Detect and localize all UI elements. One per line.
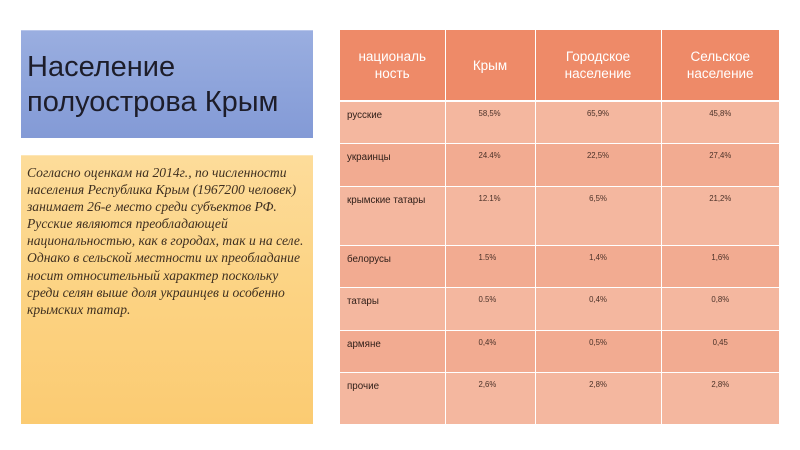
header-urban: Городское население	[535, 30, 661, 101]
header-rural: Сельское население	[661, 30, 779, 101]
cell-rural: 27,4%	[661, 143, 779, 186]
cell-urban: 65,9%	[535, 101, 661, 143]
cell-urban: 22,5%	[535, 143, 661, 186]
page-title-line-1: Население	[27, 50, 176, 83]
cell-crimea: 1.5%	[445, 245, 535, 287]
cell-rural: 0,45	[661, 330, 779, 372]
cell-crimea: 0,4%	[445, 330, 535, 372]
cell-urban: 1,4%	[535, 245, 661, 287]
table-row	[340, 143, 779, 186]
cell-urban: 6,5%	[535, 186, 661, 245]
table-row	[340, 372, 779, 424]
cell-rural: 45,8%	[661, 101, 779, 143]
cell-urban: 2,8%	[535, 372, 661, 424]
cell-crimea: 58,5%	[445, 101, 535, 143]
cell-nationality: крымские татары	[340, 186, 445, 245]
header-crimea: Крым	[445, 30, 535, 101]
cell-crimea: 0.5%	[445, 287, 535, 330]
cell-crimea: 24.4%	[445, 143, 535, 186]
table-row	[340, 101, 779, 143]
cell-urban: 0,5%	[535, 330, 661, 372]
cell-rural: 0,8%	[661, 287, 779, 330]
cell-nationality: белорусы	[340, 245, 445, 287]
cell-nationality: украинцы	[340, 143, 445, 186]
cell-urban: 0,4%	[535, 287, 661, 330]
cell-crimea: 2,6%	[445, 372, 535, 424]
table-row	[340, 287, 779, 330]
description-box	[21, 155, 313, 424]
cell-crimea: 12.1%	[445, 186, 535, 245]
table-row	[340, 330, 779, 372]
description-text: Согласно оценкам на 2014г., по численности населения Республика Крым (1967200 человек) занимает 26-е место среди субъектов РФ. Русские являются преобладающей национальностью, как в городах, так и на селе. Однако в сельской местности их преобладание носит относительный характер поскольку среди селян выше доля украинцев и особенно крымских татар.	[27, 165, 304, 317]
cell-nationality: русские	[340, 101, 445, 143]
cell-nationality: прочие	[340, 372, 445, 424]
table-row	[340, 245, 779, 287]
cell-nationality: армяне	[340, 330, 445, 372]
header-nationality: националь ность	[340, 30, 445, 101]
table-row	[340, 186, 779, 245]
cell-rural: 2,8%	[661, 372, 779, 424]
cell-rural: 21,2%	[661, 186, 779, 245]
page-title-line-2: полуострова Крым	[27, 85, 279, 118]
title-box	[21, 30, 313, 138]
table-header-row	[340, 30, 779, 101]
cell-rural: 1,6%	[661, 245, 779, 287]
cell-nationality: татары	[340, 287, 445, 330]
population-table	[340, 30, 779, 424]
